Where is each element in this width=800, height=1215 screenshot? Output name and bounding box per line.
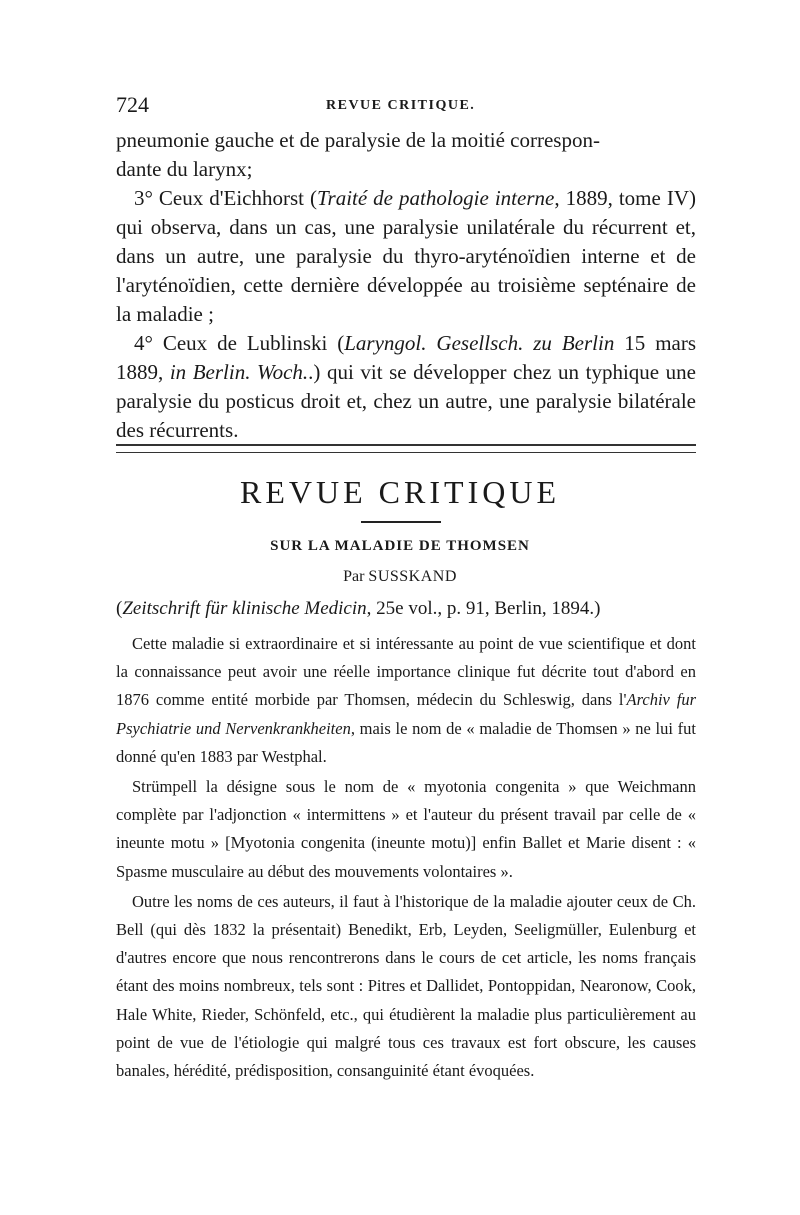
paragraph-2: Strümpell la désigne sous le nom de « myotonia congenita » que Weichmann complète par l'adjonction « intermittens » et l'auteur du présent travail par celle de « ineunte motu » [Myotonia congenita (ineunte motu)] enfin Ballet et Marie disent : « Spasme musculaire au début des mouvements volontaires ». — [116, 777, 696, 881]
title-rule — [361, 521, 441, 523]
article-body — [116, 630, 696, 1085]
text-line: pneumonie gauche et de paralysie de la moitié correspon- dante du larynx; — [116, 128, 600, 181]
running-head: REVUE CRITIQUE. — [326, 98, 476, 113]
article-citation: (Zeitschrift für klinische Medicin, 25e vol., p. 91, Berlin, 1894.) — [116, 598, 601, 619]
page-number: 724 — [116, 92, 149, 117]
previous-article-end — [116, 126, 696, 445]
section-divider — [116, 444, 696, 453]
article-subtitle: SUR LA MALADIE DE THOMSEN — [270, 538, 530, 554]
article-author: Par SUSSKAND — [343, 568, 457, 585]
paragraph-1: Cette maladie si extraordinaire et si intéressante au point de vue scientifique et dont la connaissance peut avoir une réelle importance clinique fut décrite tout d'abord en 1876 comme entité morbide par Thomsen, médecin du Schleswig, dans l'Archiv fur Psychiatrie und Nervenkrankheiten, mais le nom de « maladie de Thomsen » ne lui fut donné qu'en 1883 par Westphal. — [116, 634, 696, 766]
list-item-3: 3° Ceux d'Eichhorst (Traité de pathologie interne, 1889, tome IV) qui observa, dans un cas, une paralysie unilatérale du récurrent et, dans un autre, une paralysie du thyro-aryténoïdien interne et de l'aryténoïdien, cette dernière développée au troisième septénaire de la maladie ; — [116, 186, 696, 326]
page-header — [116, 92, 696, 122]
paragraph-3: Outre les noms de ces auteurs, il faut à l'historique de la maladie ajouter ceux de Ch. Bell (qui dès 1832 la présentait) Benedikt, Erb, Leyden, Seeligmüller, Eulenburg et d'autres encore que nous rencontrerons dans le cours de cet article, les noms français étant des moins nombreux, tels sont : Pitres et Dallidet, Pontoppidan, Nearonow, Cook, Hale White, Rieder, Schönfeld, etc., qui étudièrent la maladie plus particulièrement au point de vue de l'étiologie qui malgré tous ces travaux est fort obscure, les causes banales, hérédité, prédisposition, consanguinité étant évoquées. — [116, 891, 696, 1081]
article-title: REVUE CRITIQUE — [240, 474, 560, 510]
list-item-4: 4° Ceux de Lublinski (Laryngol. Gesellsch. zu Berlin 15 mars 1889, in Berlin. Woch..) qui vit se développer chez un typhique une paralysie du posticus droit et, chez un autre, une paralysie bilatérale des récurrents. — [116, 331, 697, 442]
